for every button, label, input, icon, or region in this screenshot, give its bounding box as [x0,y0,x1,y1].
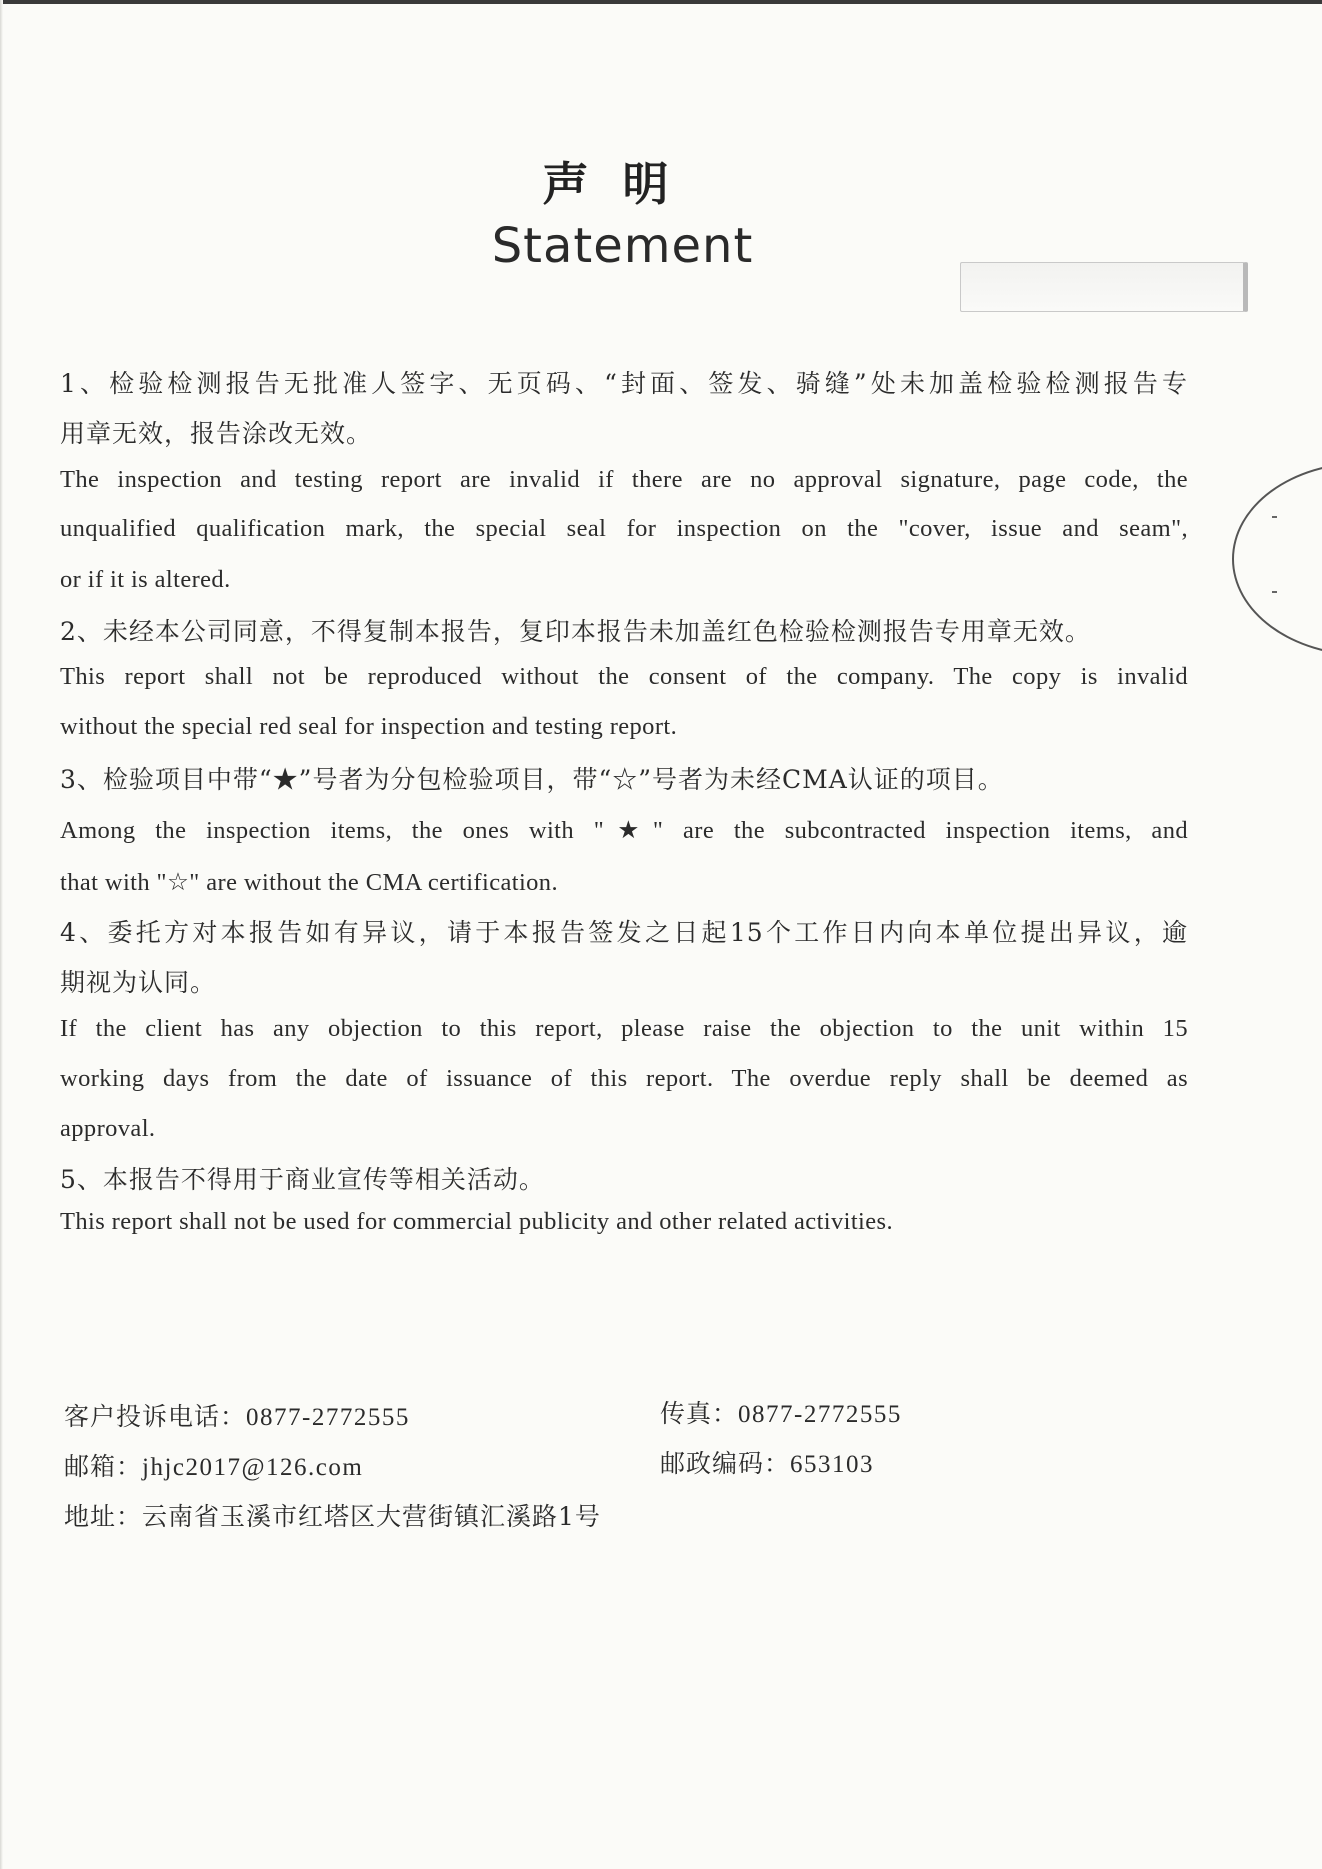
clause-4-en-line-2: working days from the date of issuance of this report. The overdue reply shall be deemed as [60,1065,1188,1092]
clause-3-en-line-2: that with "☆" are without the CMA certification. [60,869,558,896]
clause-3-en-line-1: Among the inspection items, the ones with "★" are the subcontracted inspection items, and [60,817,1188,844]
complaint-phone-label: 客户投诉电话： [64,1402,247,1431]
clause-5-cn-line-1: 5、本报告不得用于商业宣传等相关活动。 [60,1165,545,1194]
clause-2-en-line-2: without the special red seal for inspection and testing report. [60,713,678,740]
clause-4-cn-line-1: 4、委托方对本报告如有异议，请于本报告签发之日起15个工作日内向本单位提出异议，逾 [60,918,1188,947]
blank-stamp-box [960,262,1248,312]
fax-label: 传真： [660,1399,739,1428]
clause-2-en-line-1: This report shall not be reproduced without the consent of the company. The copy is invalid [60,663,1188,690]
fax-value: 0877-2772555 [738,1401,902,1428]
address-label: 地址： [64,1502,143,1531]
page-left-edge [0,0,3,1869]
clause-1-en-line-2: unqualified qualification mark, the special seal for inspection on the "cover, issue and seam", [60,515,1188,542]
email [64,1447,363,1483]
clause-1-en-line-1: The inspection and testing report are invalid if there are no approval signature, page code, the [60,466,1188,493]
complaint-phone-value: 0877-2772555 [246,1404,410,1431]
clause-4-en-line-3: approval. [60,1115,156,1142]
email-value: jhjc2017@126.com [142,1454,364,1481]
clause-1-en-line-3: or if it is altered. [60,566,231,593]
page-top-edge [0,0,1322,4]
address [64,1497,601,1533]
page-title-english: Statement [491,218,754,274]
clause-5-en-line-1: This report shall not be used for commercial publicity and other related activities. [60,1208,893,1235]
clause-4-en-line-1: If the client has any objection to this report, please raise the objection to the unit within 15 [60,1015,1188,1042]
clause-1-cn-line-1: 1、检验检测报告无批准人签字、无页码、“封面、签发、骑缝”处未加盖检验检测报告专 [60,369,1188,398]
seal-tick-mark [1272,591,1277,593]
postcode [660,1444,874,1480]
fax [660,1394,902,1430]
clause-1-cn-line-2: 用章无效，报告涂改无效。 [60,419,373,448]
page-title-chinese: 声明 [542,157,703,211]
address-value: 云南省玉溪市红塔区大营街镇汇溪路1号 [142,1502,601,1531]
postcode-label: 邮政编码： [660,1449,791,1478]
email-label: 邮箱： [64,1452,143,1481]
seal-tick-mark [1272,516,1277,518]
clause-3-cn-line-1: 3、检验项目中带“★”号者为分包检验项目，带“☆”号者为未经CMA认证的项目。 [60,765,1004,794]
complaint-phone [64,1397,410,1433]
partial-seal-arc [1232,462,1322,656]
postcode-value: 653103 [790,1451,875,1478]
clause-2-cn-line-1: 2、未经本公司同意，不得复制本报告，复印本报告未加盖红色检验检测报告专用章无效。 [60,617,1091,646]
clause-4-cn-line-2: 期视为认同。 [60,968,217,997]
